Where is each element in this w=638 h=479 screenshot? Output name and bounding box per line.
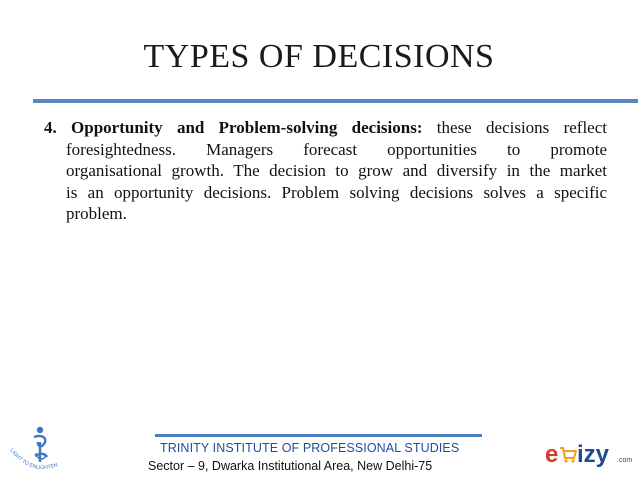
brand-rest: izy (577, 441, 610, 468)
footer-divider (155, 434, 482, 437)
trinity-logo (4, 420, 74, 475)
body-line-2: foresightedness. Managers forecast opportunities to promote (66, 139, 607, 159)
institute-address: Sector – 9, Dwarka Institutional Area, New Delhi-75 (148, 459, 433, 473)
brand-e: e (545, 441, 559, 468)
institute-name: TRINITY INSTITUTE OF PROFESSIONAL STUDIES (160, 441, 460, 455)
body-line-1-rest: these decisions reflect (422, 118, 607, 137)
logo-tagline: LIGHT TO ENLIGHTEN (8, 447, 59, 471)
ebizy-logo (545, 438, 635, 470)
body-line-1 (44, 117, 607, 139)
body-lead-text: 4. Opportunity and Problem-solving decisions: (44, 118, 423, 137)
logo-head (37, 427, 43, 433)
cart-icon (560, 448, 576, 463)
slide-body (44, 117, 607, 225)
slide-title: TYPES OF DECISIONS (143, 38, 495, 75)
brand-suffix: .com (617, 457, 633, 464)
body-line-3: organisational growth. The decision to grow and diversify in the market (66, 161, 607, 180)
body-line-5: problem. (66, 204, 127, 223)
title-divider (33, 99, 638, 103)
body-line-4: is an opportunity decisions. Problem solving decisions solves a specific (66, 182, 607, 202)
